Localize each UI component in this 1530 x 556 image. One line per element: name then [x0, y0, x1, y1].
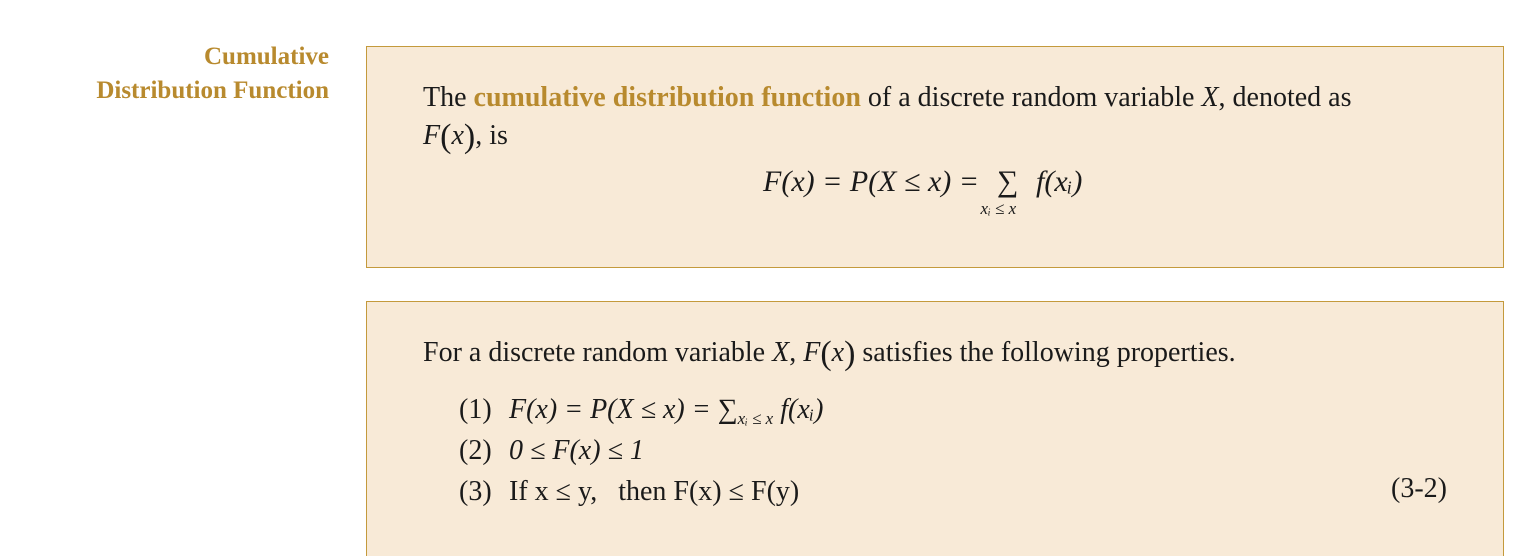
property-text: If x ≤ y, then F(x) ≤ F(y) — [509, 476, 800, 507]
definition-var-x: X — [1201, 82, 1219, 113]
properties-list — [459, 389, 824, 512]
margin-heading — [40, 40, 329, 108]
definition-term: cumulative distribution function — [473, 82, 861, 113]
definition-denoted-as: , denoted as — [1218, 82, 1352, 113]
sum-symbol-wrap — [980, 165, 1029, 218]
definition-fx-x: x — [451, 120, 464, 151]
cdf-equation-rhs: f(xᵢ) — [1036, 165, 1083, 198]
margin-heading-line1: Cumulative — [204, 43, 329, 70]
properties-intro-after: satisfies the following properties. — [862, 337, 1236, 368]
property-number: (3) — [459, 476, 492, 507]
property-subscript: xᵢ ≤ x — [737, 409, 774, 428]
property-item-1 — [459, 389, 824, 430]
definition-is: , is — [475, 120, 508, 151]
property-item-2 — [459, 430, 824, 471]
property-item-3 — [459, 471, 824, 512]
definition-fx-f: F — [423, 120, 441, 151]
properties-fx-f: F — [803, 337, 821, 368]
sum-subscript: xᵢ ≤ x — [980, 199, 1017, 218]
cdf-equation-lhs: F(x) = P(X ≤ x) = — [763, 165, 980, 198]
equation-label: (3-2) — [1391, 473, 1447, 504]
properties-intro: For a discrete random variable X, F(x) satisfies the following properties. — [423, 335, 1236, 372]
definition-after-term: of a discrete random variable — [867, 82, 1195, 113]
definition-intro: The — [423, 82, 467, 113]
property-text: F(x) = P(X ≤ x) = ∑ — [509, 394, 738, 425]
properties-box — [366, 301, 1504, 556]
properties-intro-before: For a discrete random variable — [423, 337, 766, 368]
properties-fx-x: x — [831, 337, 845, 368]
property-text: 0 ≤ F(x) ≤ 1 — [509, 435, 644, 466]
definition-paragraph: The cumulative distribution function of a discrete random variable X, denoted as F(x), is — [423, 82, 1352, 155]
property-number: (2) — [459, 435, 492, 466]
property-number: (1) — [459, 394, 492, 425]
properties-var-x: X — [772, 337, 790, 368]
margin-heading-line2: Distribution Function — [96, 77, 329, 104]
property-tail: f(xᵢ) — [780, 394, 824, 425]
sum-symbol: ∑ — [996, 165, 1019, 198]
definition-box — [366, 46, 1504, 268]
cdf-equation — [763, 165, 1083, 218]
